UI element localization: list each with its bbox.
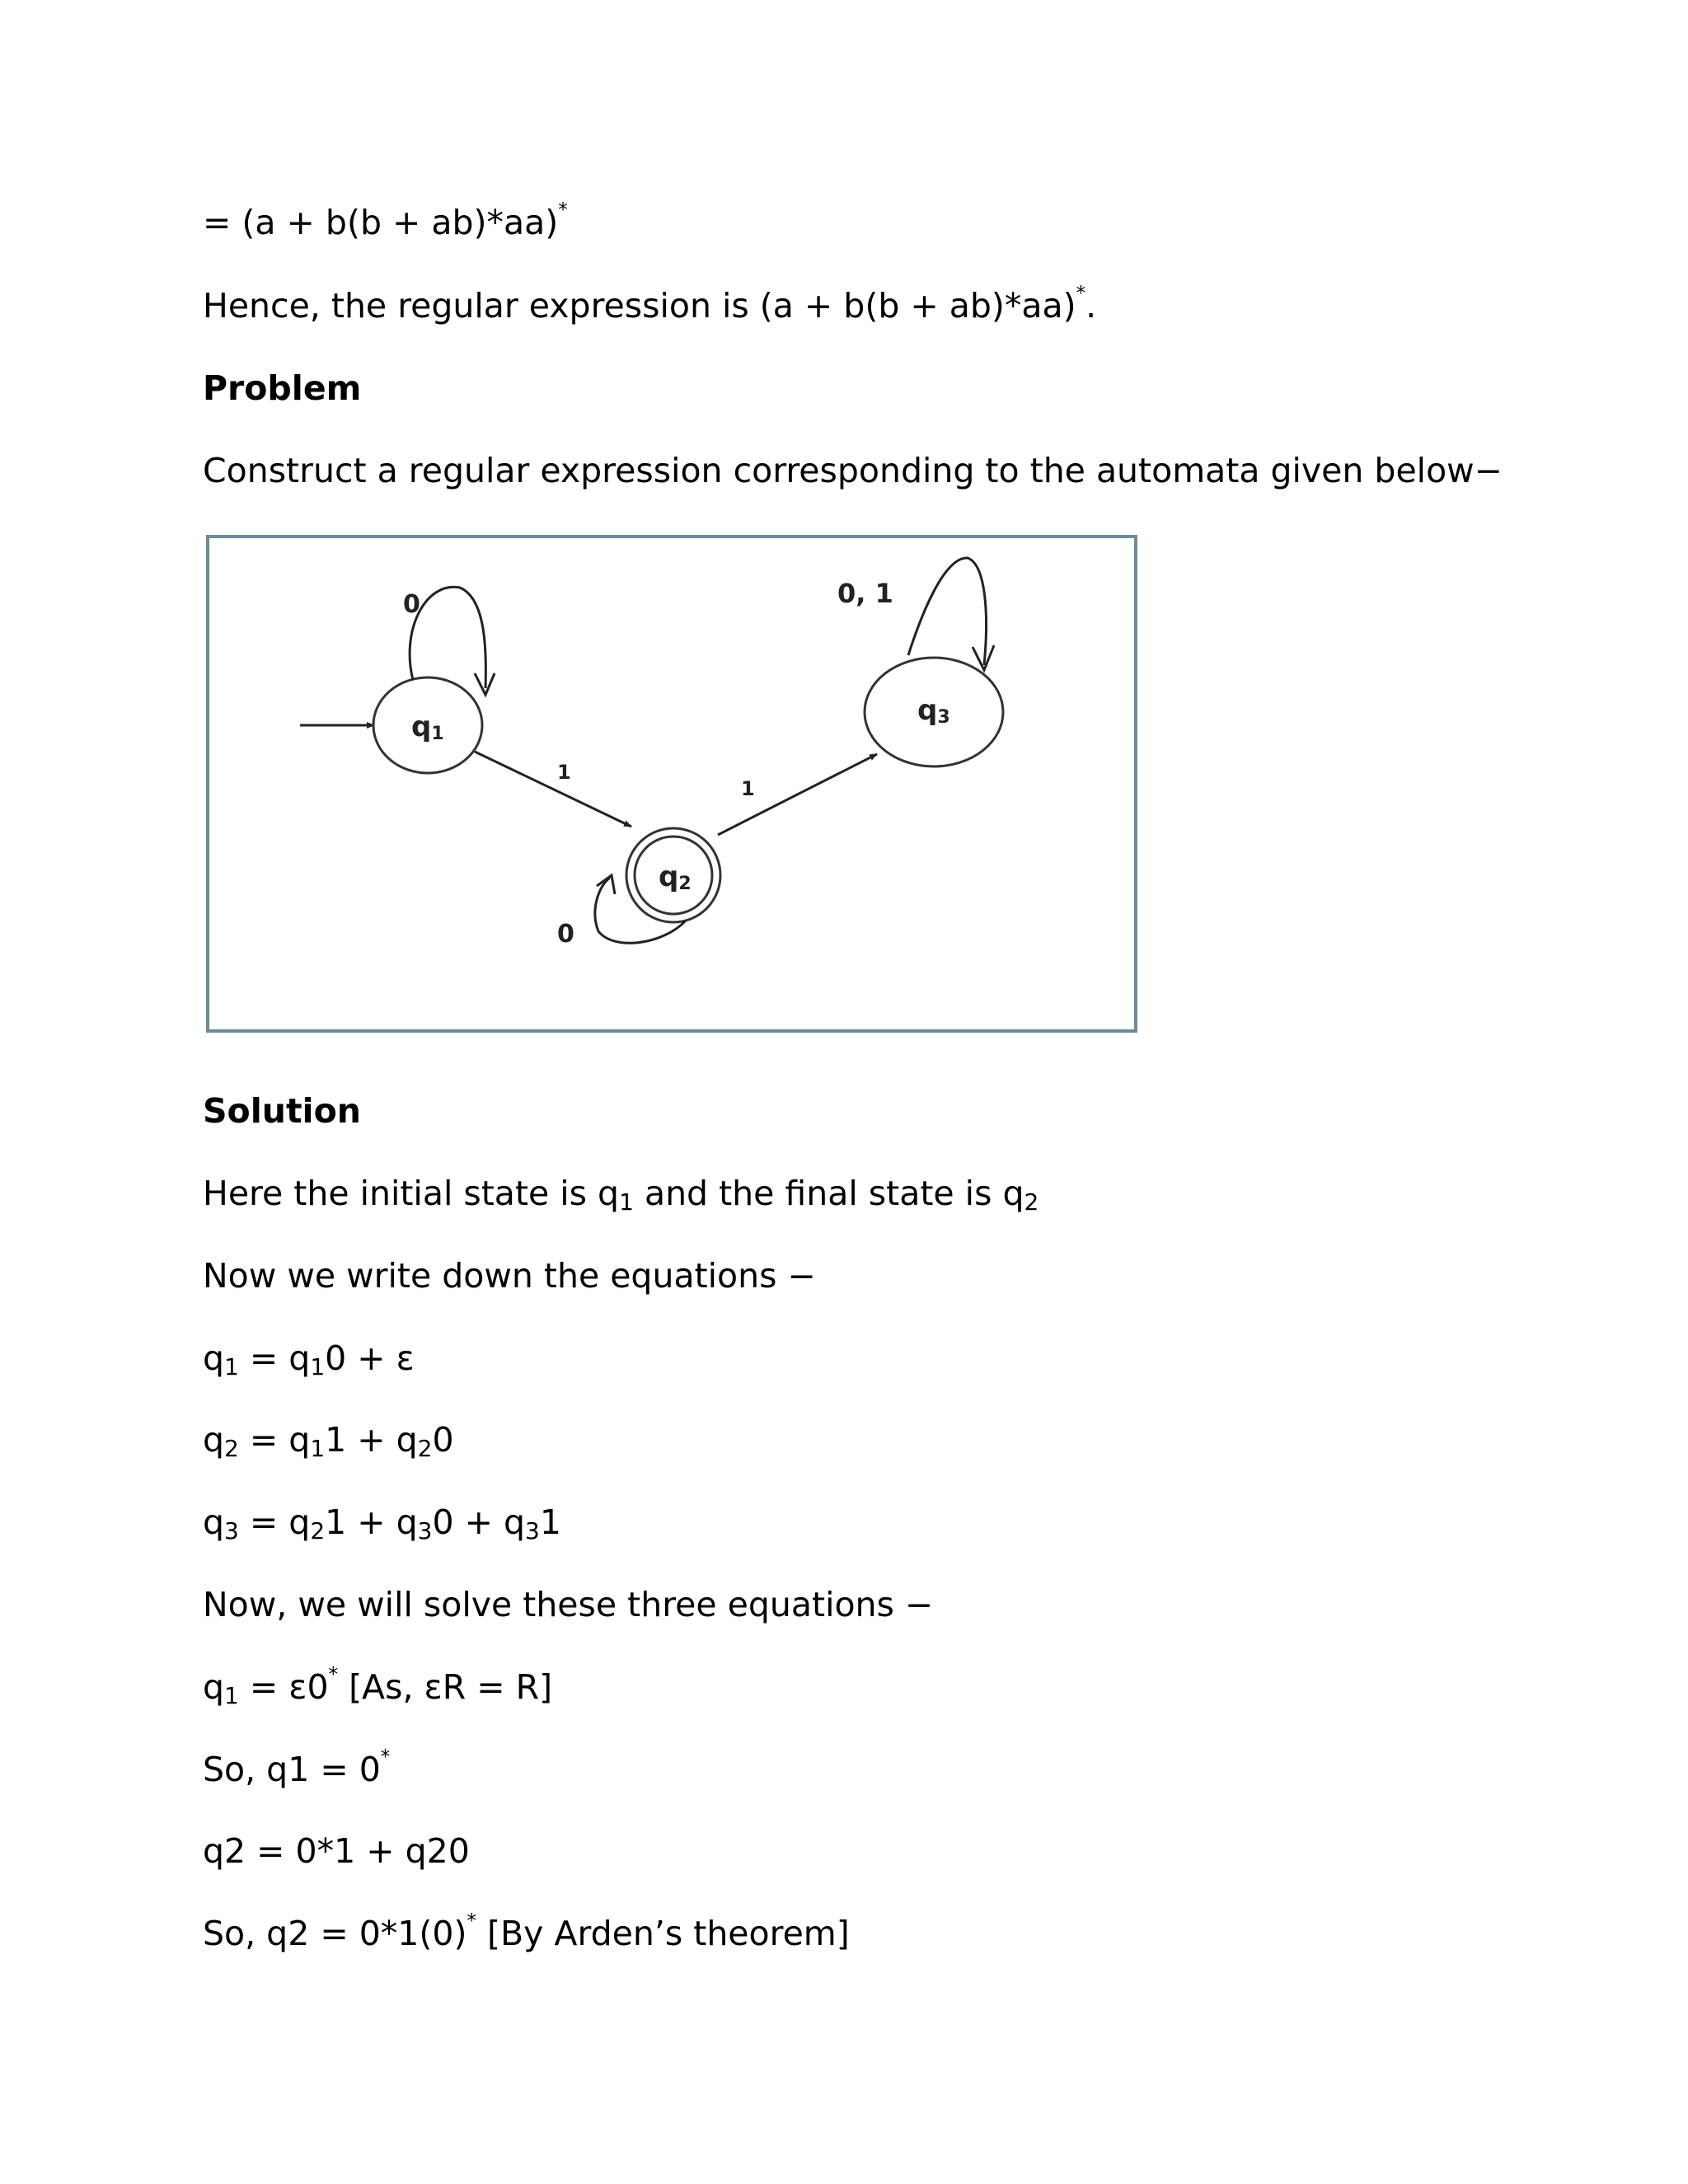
state-q3-label: q3: [917, 694, 950, 728]
state-q2-label: q2: [659, 860, 692, 894]
loop-q3-label: 0, 1: [837, 578, 893, 609]
initial-final-line: Here the initial state is $q_1$ and the final state is $q_2$: [203, 1174, 1039, 1216]
step-q2: q2 = 0*1 + q20: [203, 1831, 470, 1871]
problem-text: Construct a regular expression corresponding to the automata given below−: [203, 451, 1503, 490]
equation-q1: $q_1 = q_10 + \varepsilon$: [203, 1338, 415, 1380]
automaton-diagram: [203, 523, 1139, 1036]
step-q1-result: So, q1 = 0*: [203, 1746, 391, 1789]
equation-q3: $q_3 = q_21 + q_30 + q_31$: [203, 1502, 561, 1544]
problem-heading: Problem: [203, 368, 362, 408]
step-q2-result: So, q2 = 0*1(0)* [By Arden’s theorem]: [203, 1910, 850, 1953]
state-q1-label: q1: [411, 710, 444, 744]
diagram-frame: [208, 537, 1136, 1031]
equation-q2: $q_2 = q_11 + q_20$: [203, 1420, 454, 1462]
automaton-svg: [203, 523, 1139, 1036]
edge-q1-q2-label: 1: [557, 761, 571, 784]
solution-heading: Solution: [203, 1091, 361, 1131]
loop-q1-label: 0: [403, 590, 420, 619]
loop-q2-label: 0: [557, 920, 574, 949]
solve-line: Now, we will solve these three equations −: [203, 1585, 934, 1624]
edge-q2-q3-label: 1: [741, 777, 755, 800]
hence-line: Hence, the regular expression is (a + b(b + ab)*aa)*.: [203, 283, 1097, 326]
expression-line: = (a + b(b + ab)*aa)*: [203, 199, 568, 242]
write-down-line: Now we write down the equations −: [203, 1256, 816, 1296]
step-q1: $q_1 = \varepsilon 0^*$ [As, εR = R]: [203, 1664, 553, 1709]
